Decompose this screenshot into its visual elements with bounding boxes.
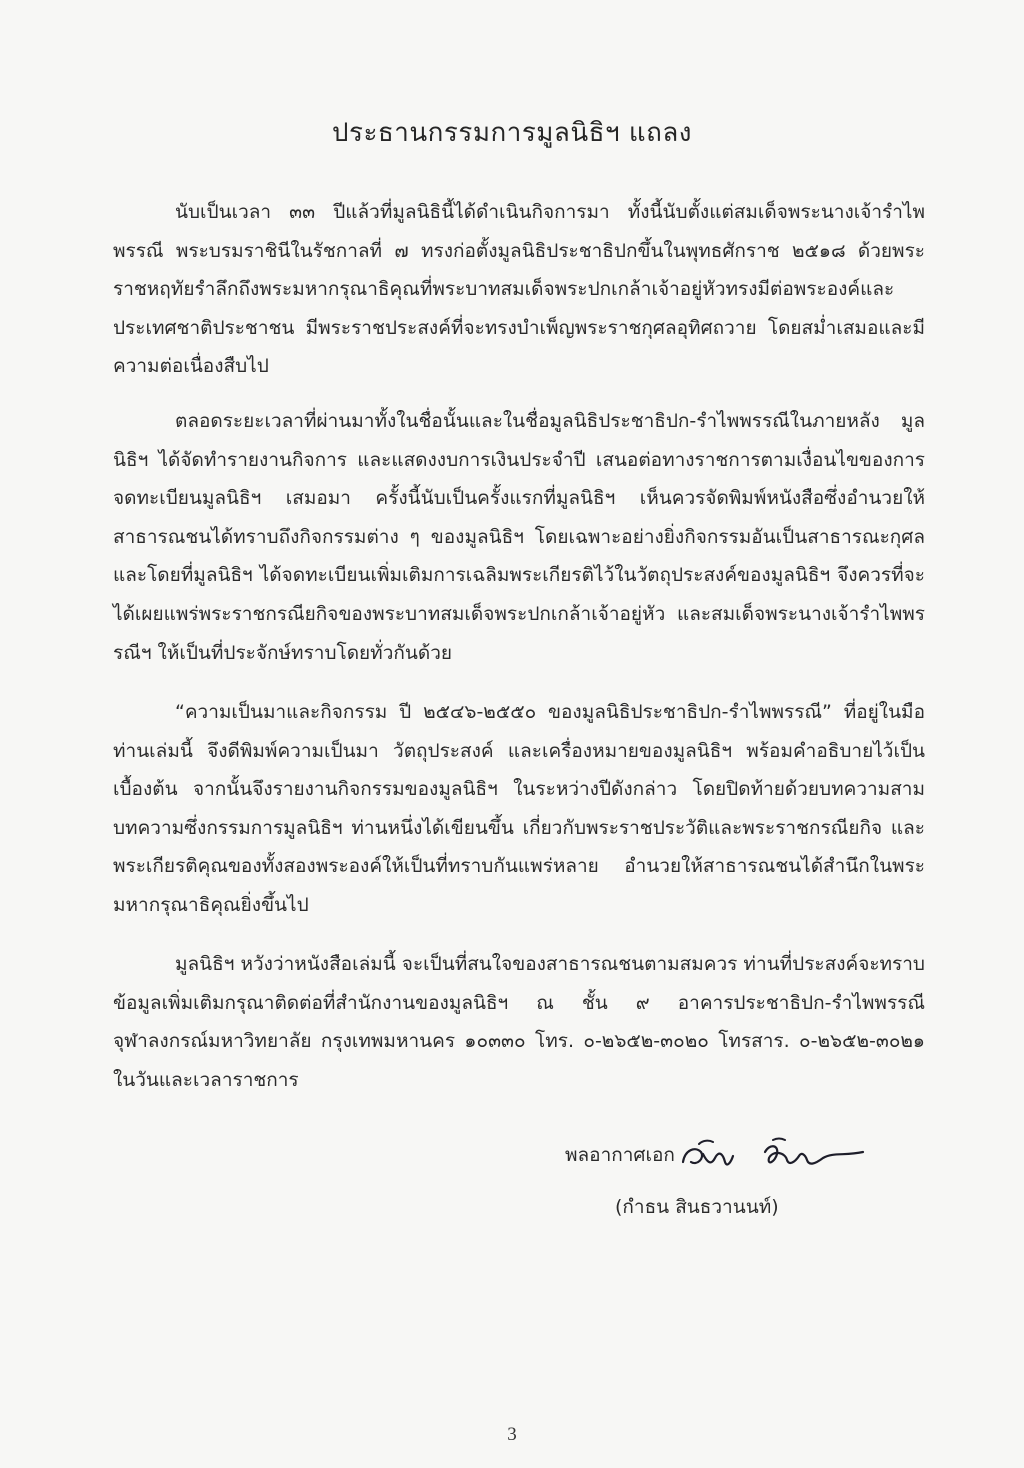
signer-rank: พลอากาศเอก [565, 1144, 675, 1166]
paragraph-1: นับเป็นเวลา ๓๓ ปีแล้วที่มูลนิธินี้ได้ดำเนินกิจการมา ทั้งนี้นับตั้งแต่สมเด็จพระนางเจ้ารำไพพรรณี พระบรมราชินีในรัชกาลที่ ๗ ทรงก่อตั้งมูลนิธิประชาธิปกขึ้นในพุทธศักราช ๒๕๑๘ ด้วยพระราชหฤทัยรำลึกถึงพระมหากรุณาธิคุณที่พระบาทสมเด็จพระปกเกล้าเจ้าอยู่หัวทรงมีต่อพระองค์และประเทศชาติประชาชน มีพระราชประสงค์ที่จะทรงบำเพ็ญพระราชกุศลอุทิศถวาย โดยสม่ำเสมอและมีความต่อเนื่องสืบไป [113, 201, 925, 378]
paragraph-4: มูลนิธิฯ หวังว่าหนังสือเล่มนี้ จะเป็นที่สนใจของสาธารณชนตามสมควร ท่านที่ประสงค์จะทราบข้อมูลเพิ่มเติมกรุณาติดต่อที่สำนักงานของมูลนิธิฯ ณ ชั้น ๙ อาคารประชาธิปก-รำไพพรรณี จุฬาลงกรณ์มหาวิทยาลัย กรุงเทพมหานคร ๑๐๓๓๐ โทร. ๐-๒๖๕๒-๓๐๒๐ โทรสาร. ๐-๒๖๕๒-๓๐๒๑ ในวันและเวลาราชการ [113, 953, 925, 1091]
signature-block [565, 1132, 865, 1232]
page-number: 3 [507, 1424, 517, 1445]
document-title: ประธานกรรมการมูลนิธิฯ แถลง [332, 118, 692, 148]
paragraph-3: “ความเป็นมาและกิจกรรม ปี ๒๕๔๖-๒๕๕๐ ของมูลนิธิประชาธิปก-รำไพพรรณี” ที่อยู่ในมือท่านเล่มนี้ จึงดีพิมพ์ความเป็นมา วัตถุประสงค์ และเครื่องหมายของมูลนิธิฯ พร้อมคำอธิบายไว้เป็นเบื้องต้น จากนั้นจึงรายงานกิจกรรมของมูลนิธิฯ ในระหว่างปีดังกล่าว โดยปิดท้ายด้วยบทความสามบทความซึ่งกรรมการมูลนิธิฯ ท่านหนึ่งได้เขียนขึ้น เกี่ยวกับพระราชประวัติและพระราชกรณียกิจ และพระเกียรติคุณของทั้งสองพระองค์ให้เป็นที่ทราบกันแพร่หลาย อำนวยให้สาธารณชนได้สำนึกในพระมหากรุณาธิคุณยิ่งขึ้นไป [113, 701, 925, 916]
paragraph-2: ตลอดระยะเวลาที่ผ่านมาทั้งในชื่อนั้นและในชื่อมูลนิธิประชาธิปก-รำไพพรรณีในภายหลัง มูลนิธิฯ ได้จัดทำรายงานกิจการ และแสดงงบการเงินประจำปี เสนอต่อทางราชการตามเงื่อนไขของการจดทะเบียนมูลนิธิฯ เสมอมา ครั้งนี้นับเป็นครั้งแรกที่มูลนิธิฯ เห็นควรจัดพิมพ์หนังสือซึ่งอำนวยให้สาธารณชนได้ทราบถึงกิจกรรมต่าง ๆ ของมูลนิธิฯ โดยเฉพาะอย่างยิ่งกิจกรรมอันเป็นสาธารณะกุศล และโดยที่มูลนิธิฯ ได้จดทะเบียนเพิ่มเติมการเฉลิมพระเกียรติไว้ในวัตถุประสงค์ของมูลนิธิฯ จึงควรที่จะได้เผยแพร่พระราชกรณียกิจของพระบาทสมเด็จพระปกเกล้าเจ้าอยู่หัว และสมเด็จพระนางเจ้ารำไพพรรณีฯ ให้เป็นที่ประจักษ์ทราบโดยทั่วกันด้วย [113, 410, 925, 664]
signer-name: (กำธน สินธวานนท์) [615, 1196, 779, 1218]
handwritten-signature [673, 1132, 873, 1182]
